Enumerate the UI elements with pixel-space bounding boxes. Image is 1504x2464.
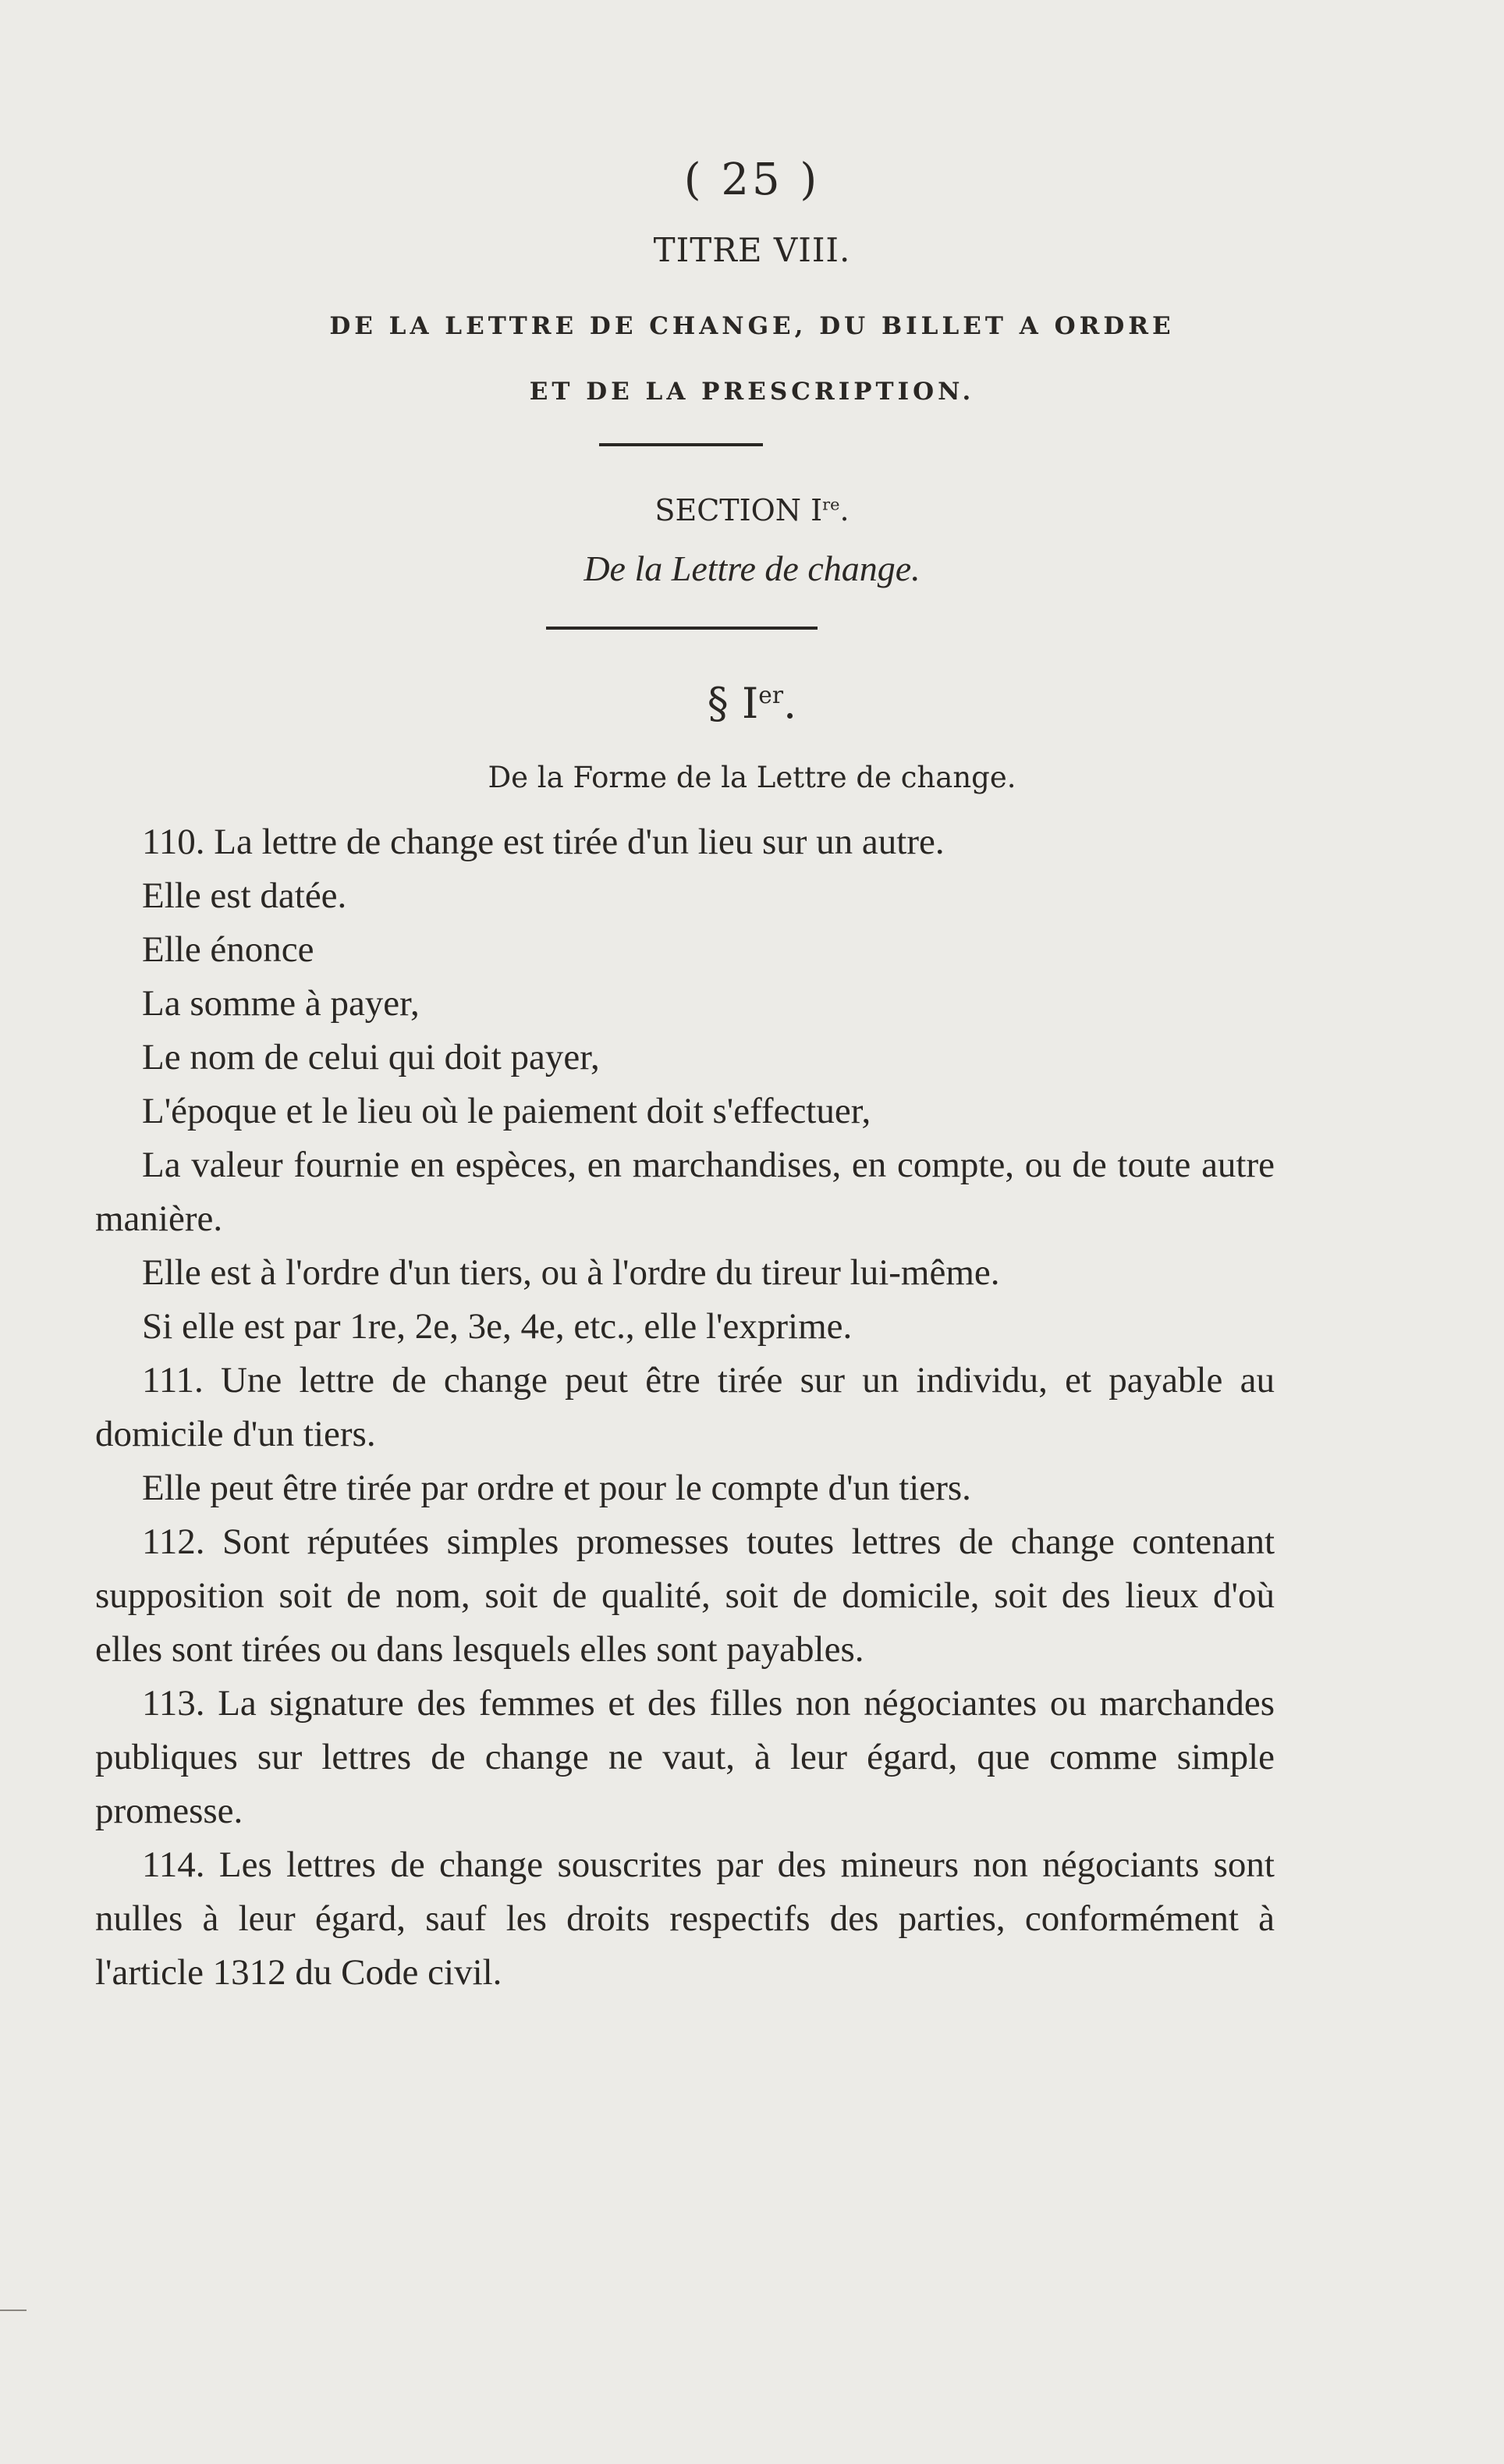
section-period: .: [839, 493, 850, 527]
subject-heading-line-2: ET DE LA PRESCRIPTION.: [529, 378, 975, 406]
margin-mark: [0, 2310, 27, 2311]
section-heading: [0, 493, 1504, 527]
paragraph-heading: [0, 679, 1504, 728]
body-text: [95, 815, 1275, 2000]
article-line: Elle est à l'ordre d'un tiers, ou à l'ordre du tireur lui-même.: [142, 1252, 1000, 1293]
article-line: Si elle est par 1re, 2e, 3e, 4e, etc., elle l'exprime.: [142, 1306, 853, 1347]
article-line: Le nom de celui qui doit payer,: [142, 1037, 600, 1078]
article-line: La somme à payer,: [142, 983, 420, 1024]
divider-rule: [599, 443, 763, 446]
paragraph-period: .: [783, 679, 797, 728]
article-line: Elle est datée.: [142, 875, 347, 916]
subject-heading-line-1: DE LA LETTRE DE CHANGE, DU BILLET A ORDRE: [329, 312, 1175, 340]
page-number: ( 25 ): [683, 154, 821, 205]
article-line: La valeur fournie en espèces, en marchandises, en compte, ou de toute autre manière.: [95, 1145, 1275, 1239]
title-heading: TITRE VIII.: [653, 231, 851, 269]
article-114-paragraph: 114. Les lettres de change souscrites par des mineurs non négociants sont nulles à leur égard, sauf les droits respectifs des parties, conformément à l'article 1312 du Code civil.: [95, 1844, 1275, 1993]
article-line: Elle énonce: [142, 929, 314, 970]
article-111-paragraph: 111. Une lettre de change peut être tirée sur un individu, et payable au domicile d'un tiers.: [95, 1360, 1275, 1454]
article-112-paragraph: 112. Sont réputées simples promesses toutes lettres de change contenant supposition soit de nom, soit de qualité, soit de domicile, soit des lieux d'où elles sont tirées ou dans lesquels elles sont payables.: [95, 1521, 1275, 1670]
paragraph-mark: § I: [707, 679, 759, 728]
divider-rule-long: [546, 627, 818, 630]
section-label: SECTION I: [654, 493, 823, 527]
article-110-paragraph: 110. La lettre de change est tirée d'un lieu sur un autre.: [142, 822, 945, 862]
article-113-paragraph: 113. La signature des femmes et des filles non négociantes ou marchandes publiques sur lettres de change ne vaut, à leur égard, que comme simple promesse.: [95, 1683, 1275, 1831]
paragraph-ordinal-suffix: er: [758, 682, 784, 709]
section-title: De la Lettre de change.: [584, 549, 920, 588]
section-ordinal-suffix: re: [822, 495, 840, 514]
paragraph-title: De la Forme de la Lettre de change.: [488, 761, 1016, 794]
article-line: Elle peut être tirée par ordre et pour le compte d'un tiers.: [142, 1468, 971, 1508]
article-line: L'époque et le lieu où le paiement doit s'effectuer,: [142, 1091, 871, 1131]
